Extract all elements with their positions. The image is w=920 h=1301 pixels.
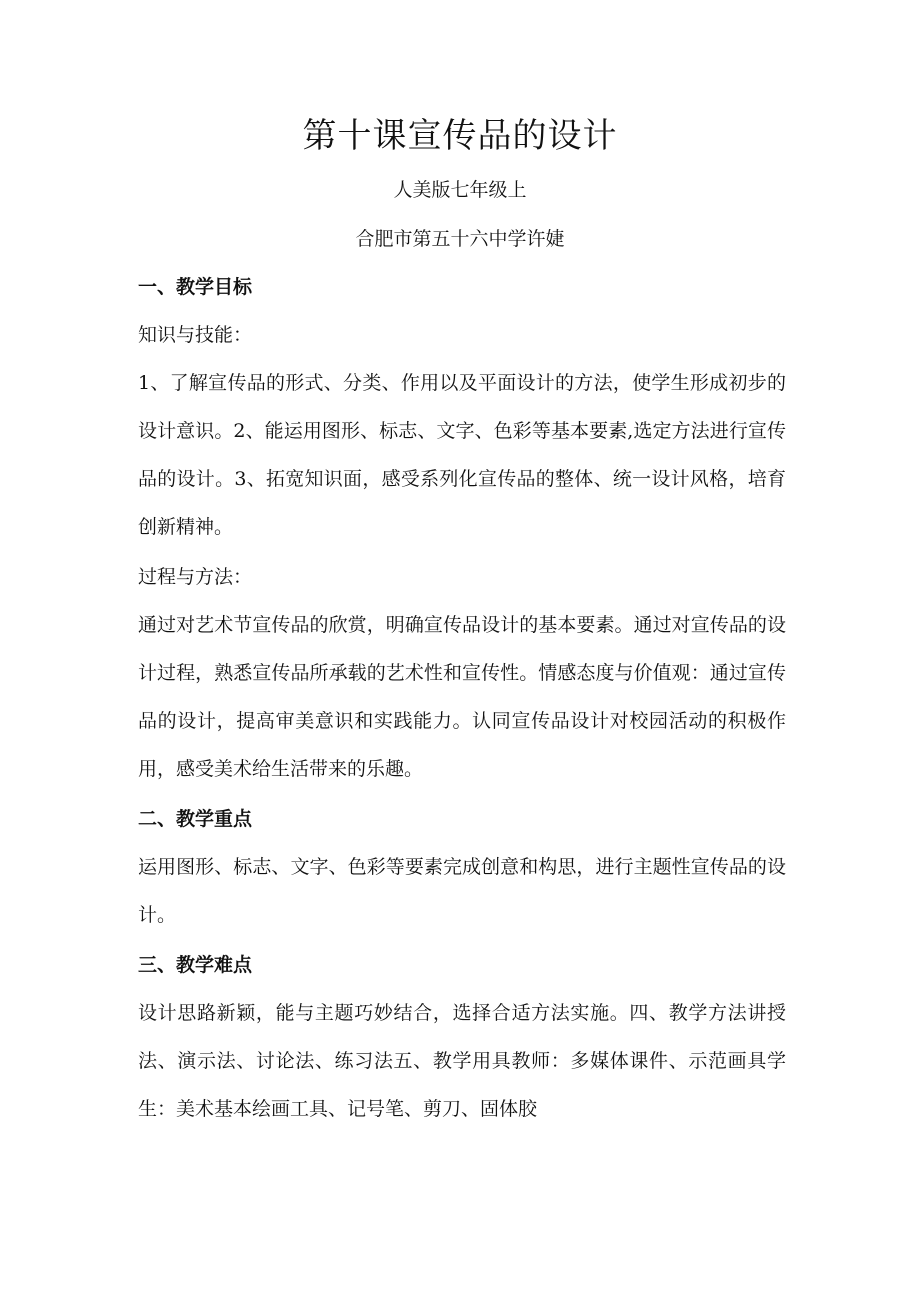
section-heading-objectives: 一、教学目标 [138,276,253,298]
section-heading-difficulties: 三、教学难点 [138,954,253,976]
document-subtitle: 人美版七年级上 [393,179,527,201]
knowledge-skills-label: 知识与技能： [138,324,253,346]
document-author-line: 合肥市第五十六中学许婕 [355,228,565,250]
process-method-paragraph: 通过对艺术节宣传品的欣赏，明确宣传品设计的基本要素。通过对宣传品的设计过程，熟悉宣传品所承载的艺术性和宣传性。情感态度与价值观：通过宣传品的设计，提高审美意识和实践能力。认同宣传品设计对校园活动的积极作用，感受美术给生活带来的乐趣。 [138,614,786,780]
process-method-label: 过程与方法： [138,566,253,588]
section-heading-key-points: 二、教学重点 [138,808,253,830]
difficulties-paragraph: 设计思路新颖，能与主题巧妙结合，选择合适方法实施。四、教学方法讲授法、演示法、讨论法、练习法五、教学用具教师：多媒体课件、示范画具学生：美术基本绘画工具、记号笔、剪刀、固体胶 [138,1002,786,1120]
key-points-paragraph: 运用图形、标志、文字、色彩等要素完成创意和构思，进行主题性宣传品的设计。 [138,856,786,926]
knowledge-skills-paragraph: 1、了解宣传品的形式、分类、作用以及平面设计的方法，使学生形成初步的设计意识。2、能运用图形、标志、文字、色彩等基本要素,选定方法进行宣传品的设计。3、拓宽知识面，感受系列化宣传品的整体、统一设计风格，培育创新精神。 [138,372,786,538]
document-title: 第十课宣传品的设计 [302,116,618,156]
